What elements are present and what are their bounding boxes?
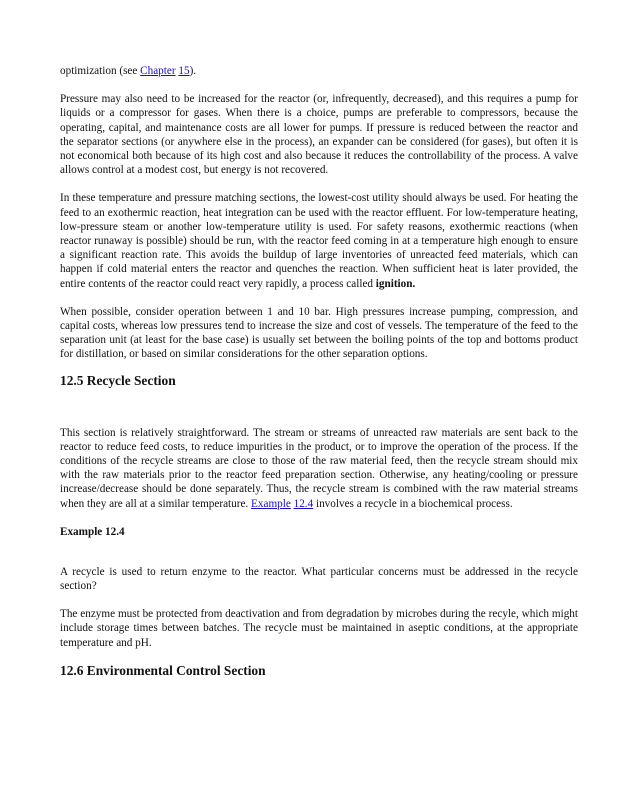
section-heading-recycle: 12.5 Recycle Section [60, 372, 176, 388]
example-question: A recycle is used to return enzyme to the reactor. What particular concerns must be addressed in the recycle section? [60, 565, 578, 593]
section-heading-environmental: 12.6 Environmental Control Section [60, 662, 266, 678]
paragraph-continuation: optimization (see Chapter 15). [60, 65, 197, 77]
example-link[interactable]: Example [251, 497, 291, 510]
ignition-term: ignition. [375, 277, 416, 290]
paragraph-utility: In these temperature and pressure matching sections, the lowest-cost utility should always be used. For heating the feed to an exothermic reaction, heat integration can be used with the reactor effluent. For low-temperature heating, low-pressure steam or another low-temperature utility is used. For safety reasons, exothermic reactions (when reactor runaway is possible) should be run, with the reactor feed coming in at a temperature high enough to ensure a significant reaction rate. This avoids the buildup of large inventories of unreacted feed materials, which can happen if cold material enters the reactor and quenches the reaction. When sufficient heat is later provided, the entire contents of the reactor could react very rapidly, a process called ignition. [60, 192, 578, 290]
chapter-link[interactable]: Chapter [140, 65, 176, 77]
paragraph-recycle: This section is relatively straightforward. The stream or streams of unreacted raw materials are sent back to the reactor to reduce feed costs, to reduce impurities in the product, or to improve the operation of the process. If the conditions of the recycle streams are close to those of the raw material feed, then the recycle stream should mix with the raw materials prior to the reactor feed preparation section. Otherwise, any heating/cooling or pressure increase/decrease should be done separately. Thus, the recycle stream is combined with the raw material streams when they are all at a similar temperature. Example 12.4 involves a recycle in a biochemical process. [60, 426, 578, 510]
example-answer: The enzyme must be protected from deactivation and from degradation by microbes during the recyle, which might include storage times between batches. The recycle must be maintained in aseptic conditions, at the appropriate temperature and pH. [60, 608, 578, 649]
example-heading: Example 12.4 [60, 525, 125, 538]
paragraph-operation: When possible, consider operation between 1 and 10 bar. High pressures increase pumping, compression, and capital costs, whereas low pressures tend to increase the size and cost of vessels. The temperature of the feed to the separation unit (at least for the base case) is usually set between the boiling points of the top and bottoms product for distillation, or based on similar considerations for the other separation options. [60, 305, 578, 361]
paragraph-text: optimization (see [60, 65, 141, 77]
chapter-number-link[interactable]: 15 [178, 65, 190, 77]
example-number-link[interactable]: 12.4 [293, 497, 314, 510]
document-body [60, 64, 578, 680]
paragraph-pressure: Pressure may also need to be increased for the reactor (or, infrequently, decreased), and this requires a pump for liquids or a compressor for gases. When there is a choice, pumps are preferable to compressors, because the operating, capital, and maintenance costs are all lower for pumps. If pressure is reduced between the reactor and the separator sections (or anywhere else in the process), an expander can be considered (for gases), but often it is not economical both because of its high cost and also because it reduces the controllability of the process. A valve allows control at a modest cost, but energy is not recovered. [60, 93, 578, 177]
